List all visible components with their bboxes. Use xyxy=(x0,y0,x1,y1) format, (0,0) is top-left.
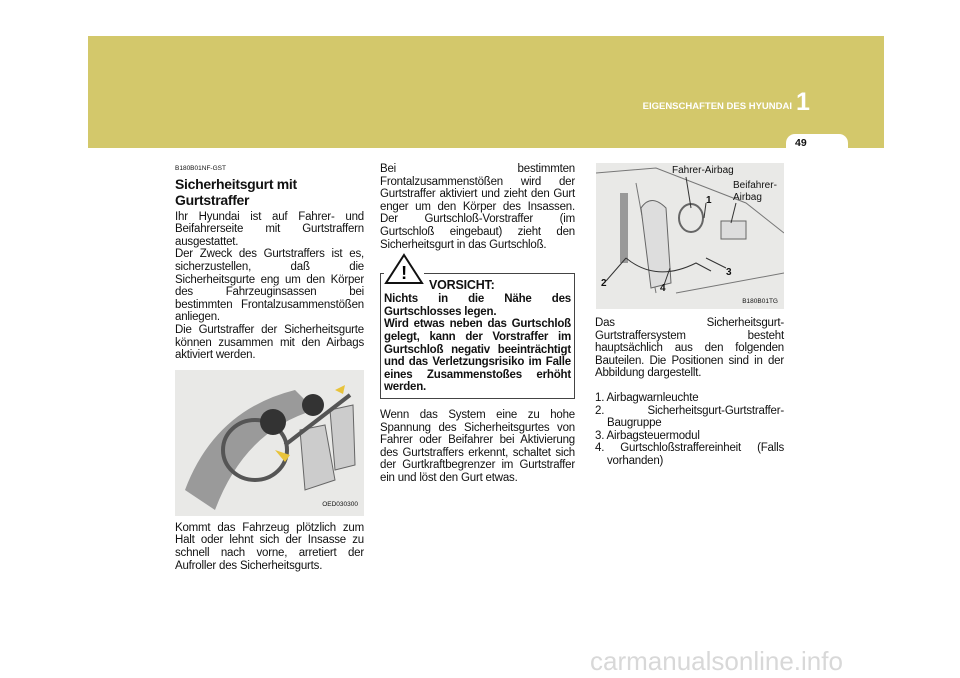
warning-box xyxy=(380,273,575,399)
figure-component-locations xyxy=(596,163,784,309)
component-list xyxy=(595,392,784,468)
warning-line: Wird etwas neben das Gurtschloß gelegt, kann der Vorstraffer im Gurtschloß negativ beeinträchtigt und das Verletzungsrisiko im Falle eines Zusammenstoßes erhöht werden. xyxy=(384,318,571,394)
callout-driver-airbag: Fahrer-Airbag xyxy=(672,165,734,176)
chapter-number: 1 xyxy=(796,88,810,116)
paragraph: Bei bestimmten Frontalzusammenstößen wird der Gurtstraffer aktiviert und zieht den Gurt enger um den Körper des Insassen. Der Gurtschloß-Vorstraffer (im Gurtschloß eingebaut) zieht den Sicherheitsgurt in das Gurtschloß. xyxy=(380,163,575,251)
warning-line: Nichts in die Nähe des Gurtschlosses legen. xyxy=(384,293,571,318)
figure-label: B180B01TG xyxy=(742,298,778,305)
callout-1: 1 xyxy=(706,195,712,206)
paragraph: Das Sicherheitsgurt-Gurtstraffersystem besteht hauptsächlich aus den folgenden Bauteilen. Die Positionen sind in der Abbildung dargestellt. xyxy=(595,317,784,380)
car-interior-illustration xyxy=(175,370,364,516)
callout-2: 2 xyxy=(601,278,607,289)
chapter-title: EIGENSCHAFTEN DES HYUNDAI xyxy=(642,101,792,112)
watermark: carmanualsonline.info xyxy=(590,646,843,676)
paragraph: Wenn das System eine zu hohe Spannung des Sicherheitsgurtes von Fahrer oder Beifahrer bei Aktivierung des Gurtstraffers erkennt, schaltet sich der Gurtkraftbegrenzer im Gurtstraffer ein und löst den Gurt etwas. xyxy=(380,408,575,484)
list-item: 2. Sicherheitsgurt-Gurtstraffer-Baugruppe xyxy=(595,404,784,430)
page-number: 49 xyxy=(795,137,807,149)
callout-4: 4 xyxy=(660,283,666,294)
warning-triangle-icon xyxy=(384,253,424,285)
warning xyxy=(380,259,575,399)
paragraph: Ihr Hyundai ist auf Fahrer- und Beifahrerseite mit Gurtstraffern ausgestattet. xyxy=(175,210,364,248)
figure-label: OED030300 xyxy=(322,501,358,509)
list-item: 3. Airbagsteuermodul xyxy=(595,429,700,442)
paragraph: Die Gurtstraffer der Sicherheitsgurte können zusammen mit den Airbags aktiviert werden. xyxy=(175,323,364,362)
section-code: B180B01NF-GST xyxy=(175,165,226,172)
list-item: 4. Gurtschloßstraffereinheit (Falls vorhanden) xyxy=(595,442,784,467)
section-heading: Sicherheitsgurt mit Gurtstraffer xyxy=(175,175,297,208)
header-band xyxy=(88,36,884,148)
callout-passenger-airbag: Beifahrer- xyxy=(733,180,777,191)
middle-column xyxy=(380,163,575,484)
figure-belt-tensioner xyxy=(175,370,364,516)
callout-3: 3 xyxy=(726,267,732,278)
list-item: 1. Airbagwarnleuchte xyxy=(595,391,699,404)
warning-body xyxy=(384,293,571,394)
warning-title: VORSICHT: xyxy=(429,278,495,293)
paragraph: Kommt das Fahrzeug plötzlich zum Halt oder lehnt sich der Insasse zu schnell nach vorne, arretiert der Aufroller des Sicherheitsgurts. xyxy=(175,521,364,572)
svg-text:!: ! xyxy=(401,263,407,284)
callout-passenger-airbag: Airbag xyxy=(733,192,762,203)
right-column xyxy=(595,317,784,468)
paragraph: Der Zweck des Gurtstraffers ist es, sicherzustellen, daß die Sicherheitsgurte eng um den Körper des Fahrzeuginsassen bei bestimmten Frontalzusammenstößen anliegen. xyxy=(175,248,364,324)
left-column xyxy=(175,163,364,572)
